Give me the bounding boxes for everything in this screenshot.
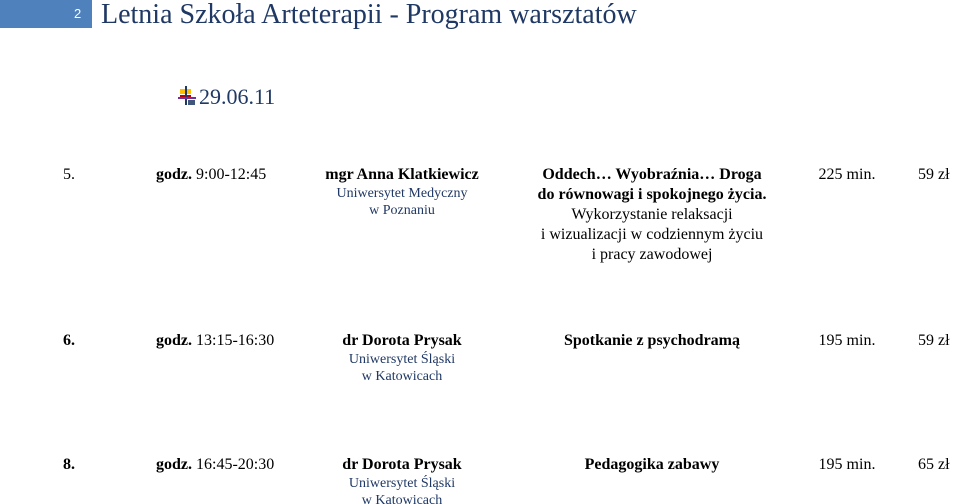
session-number: 8. — [63, 456, 75, 473]
session-price: 65 zł — [918, 456, 950, 473]
time-range: 13:15-16:30 — [196, 332, 275, 349]
session-duration: 195 min. — [818, 332, 876, 349]
topic-line: i wizualizacji w codziennym życiu — [540, 226, 764, 243]
date-text: 29.06.11 — [199, 84, 276, 109]
lecturer-affiliation-line: Uniwersytet Śląski — [348, 476, 456, 491]
time-range: 9:00-12:45 — [196, 166, 267, 183]
session-number: 6. — [63, 332, 75, 349]
topic-line: i pracy zawodowej — [591, 246, 713, 263]
lecturer-affiliation-line: Uniwersytet Medyczny — [336, 186, 468, 201]
topic-line: Oddech… Wyobraźnia… Droga — [542, 166, 762, 183]
page-title: Letnia Szkoła Arteterapii - Program warsztatów — [101, 0, 637, 30]
lecturer-affiliation-line: w Poznaniu — [369, 203, 435, 218]
session-time — [156, 455, 274, 475]
session-duration: 225 min. — [818, 166, 876, 183]
session-time — [156, 331, 274, 351]
lecturer-affiliation-line: w Katowicach — [361, 369, 443, 384]
lecturer — [309, 331, 495, 385]
lecturer-name: dr Dorota Prysak — [342, 332, 462, 349]
lecturer — [309, 165, 495, 219]
session-number: 5. — [63, 166, 75, 183]
session-price: 59 zł — [918, 332, 950, 349]
lecturer-affiliation-line: w Katowicach — [361, 493, 443, 504]
lecturer-affiliation-line: Uniwersytet Śląski — [348, 352, 456, 367]
time-label: godz. — [156, 166, 192, 183]
topic-line: Pedagogika zabawy — [584, 456, 720, 473]
page-number-badge — [0, 0, 92, 28]
flag-cross-icon — [178, 86, 198, 106]
session-time — [156, 165, 266, 185]
session-duration: 195 min. — [818, 456, 876, 473]
time-range: 16:45-20:30 — [196, 456, 275, 473]
time-label: godz. — [156, 332, 192, 349]
lecturer-name: dr Dorota Prysak — [342, 456, 462, 473]
time-label: godz. — [156, 456, 192, 473]
topic-line: Wykorzystanie relaksacji — [571, 206, 733, 223]
session-topic — [500, 331, 804, 351]
lecturer-name: mgr Anna Klatkiewicz — [325, 166, 479, 183]
topic-line: Spotkanie z psychodramą — [563, 332, 741, 349]
session-topic — [500, 165, 804, 265]
topic-line: do równowagi i spokojnego życia. — [537, 186, 767, 203]
lecturer — [309, 455, 495, 504]
session-topic — [500, 455, 804, 475]
session-price: 59 zł — [918, 166, 950, 183]
page-number: 2 — [74, 6, 82, 21]
